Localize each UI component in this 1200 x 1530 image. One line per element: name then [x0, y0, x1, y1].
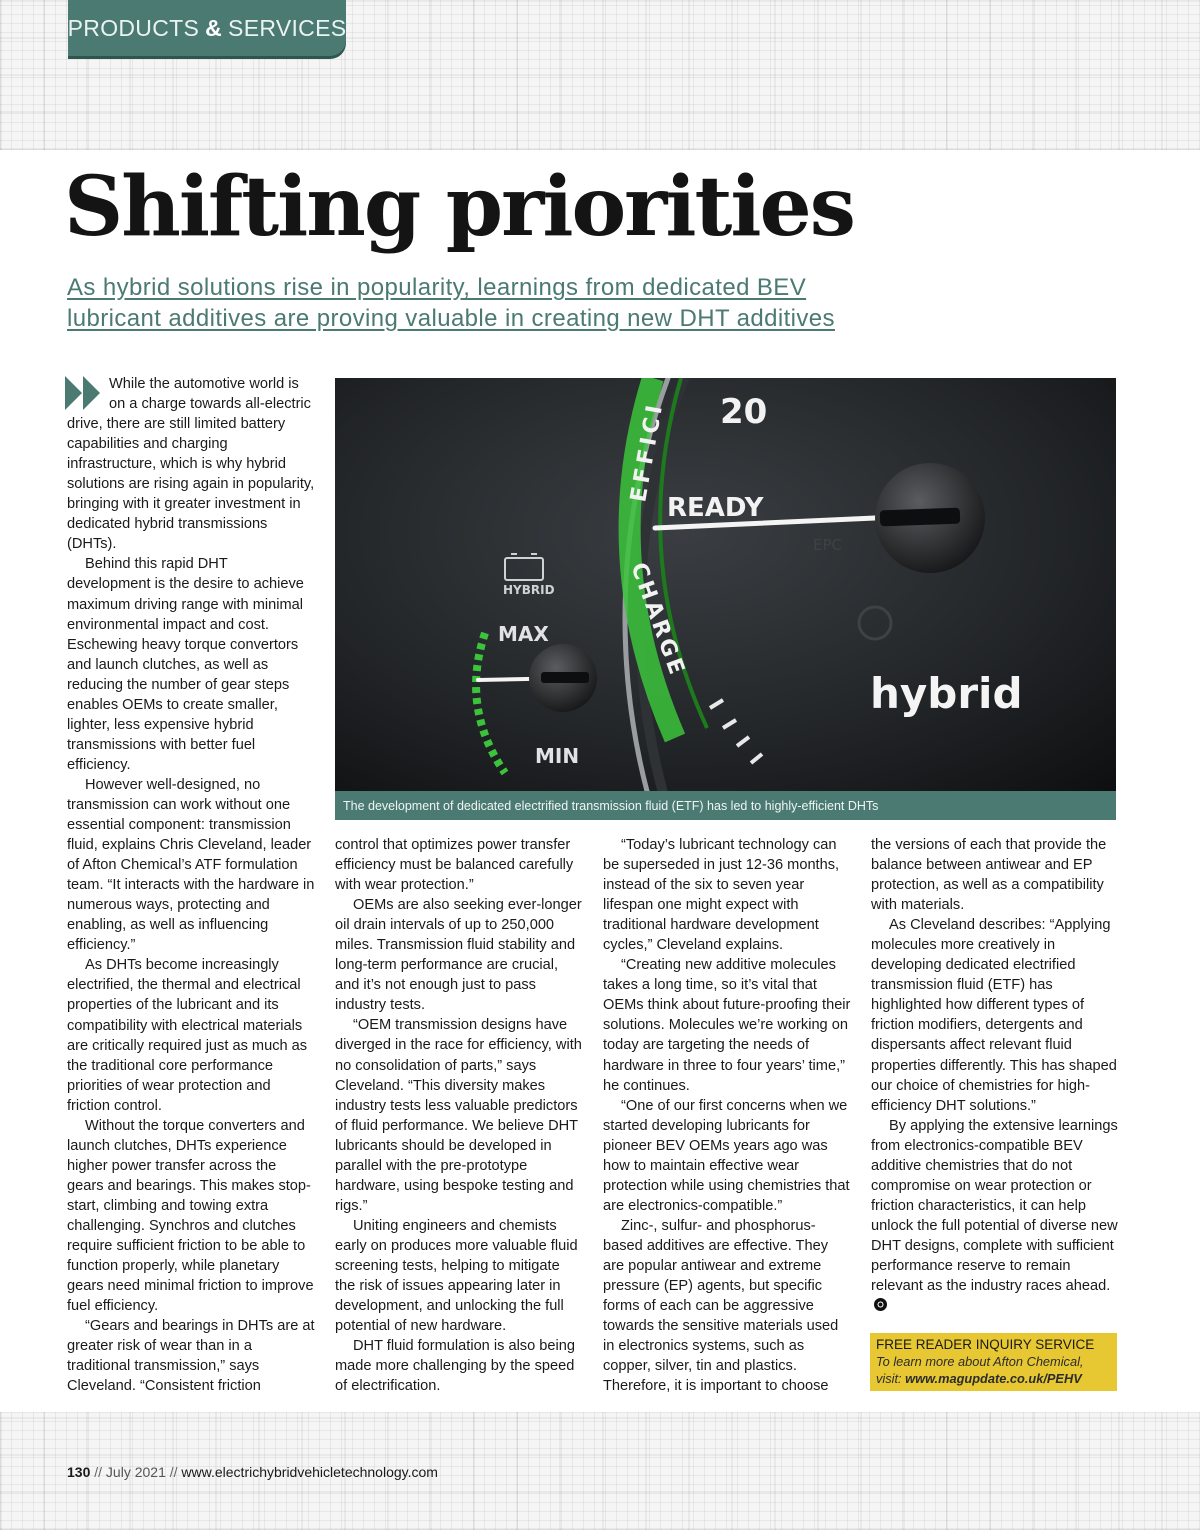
- efficiency-label: EFFICI: [626, 399, 669, 505]
- article-subtitle: As hybrid solutions rise in popularity, learnings from dedicated BEV lubricant additives are proving valuable in creating new DHT additives: [67, 274, 835, 332]
- paragraph: Uniting engineers and chemists early on produces more valuable fluid screening tests, helping to mitigate the risk of issues appearing later in development, and unlocking the full potential of new hardware.: [335, 1217, 578, 1335]
- article-column-3: [603, 835, 851, 1396]
- paragraph: However well-designed, no transmission can work without one essential component: transmission fluid, explains Chris Cleveland, leader of Afton Chemical’s ATF formulation team. “It interacts with the hardware in numerous ways, protecting and enabling, as well as influencing efficiency.”: [67, 776, 315, 954]
- inquiry-line-2: [876, 1370, 1111, 1387]
- double-chevron-right-icon: [65, 374, 105, 412]
- footer-separator: //: [169, 1464, 178, 1480]
- section-label-left: PRODUCTS: [67, 14, 200, 41]
- epc-label: EPC: [813, 536, 842, 554]
- paragraph: “One of our first concerns when we started developing lubricants for pioneer BEV OEMs years ago was how to maintain effective wear protection while using chemistries that are electronics-compatible.”: [603, 1097, 850, 1214]
- charge-label: CHARGE: [625, 559, 690, 681]
- inquiry-line-1: To learn more about Afton Chemical,: [876, 1354, 1084, 1369]
- inquiry-url-link[interactable]: www.magupdate.co.uk/PEHV: [905, 1371, 1082, 1386]
- article-title: Shifting priorities: [64, 159, 854, 255]
- issue-date: July 2021: [105, 1464, 166, 1480]
- article-column-1: [67, 374, 315, 1396]
- paragraph: “Gears and bearings in DHTs are at greater risk of wear than in a traditional transmission,” says Cleveland. “Consistent friction: [67, 1318, 315, 1395]
- min-label: MIN: [535, 744, 580, 768]
- article-column-2: [335, 835, 583, 1396]
- paragraph: Zinc-, sulfur- and phosphorus-based additives are effective. They are popular antiwear and extreme pressure (EP) agents, but specific forms of each can be aggressive towards the sensitive materials used in electronics systems, such as copper, silver, tin and plastics. Therefore, it is important to choose: [603, 1217, 839, 1395]
- hybrid-logo: hybrid: [870, 669, 1023, 718]
- section-tab: [68, 0, 346, 56]
- footer-separator: //: [94, 1464, 103, 1480]
- end-of-article-icon: [874, 1298, 887, 1311]
- paragraph: control that optimizes power transfer efficiency must be balanced carefully with wear protection.”: [335, 837, 574, 894]
- paragraph: While the automotive world is on a charge towards all-electric drive, there are still limited battery capabilities and charging infrastructure, which is why hybrid solutions are rising again in popularity, bringing with it greater investment in dedicated hybrid transmissions (DHTs).: [67, 376, 315, 553]
- paragraph: “OEM transmission designs have diverged in the race for efficiency, with no consolidation of parts,” says Cleveland. “This diversity makes industry tests less valuable predictors of fluid performance. We believe DHT lubricants should be developed in parallel with the pre-prototype hardware, using bespoke testing and rigs.”: [335, 1017, 582, 1214]
- paragraph: the versions of each that provide the balance between antiwear and EP protection, as well as a compatibility with materials.: [871, 837, 1107, 914]
- inquiry-heading: FREE READER INQUIRY SERVICE: [876, 1337, 1095, 1352]
- paragraph-text: By applying the extensive learnings from electronics-compatible BEV additive chemistries that do not compromise on wear protection or friction characteristics, it can help unlock the full potential of diverse new DHT designs, complete with sufficient performance reserve to remain relevant as the industry races ahead.: [871, 1117, 1118, 1295]
- paragraph: As Cleveland describes: “Applying molecules more creatively in developing dedicated electrified transmission fluid (ETF) has highlighted how different types of friction modifiers, detergents and dispersants affect relevant fluid properties differently. This has shaped our choice of chemistries for high-efficiency DHT solutions.”: [871, 917, 1117, 1114]
- website-link[interactable]: www.electrichybridvehicletechnology.com: [181, 1464, 438, 1480]
- inquiry-visit-prefix: visit:: [876, 1371, 906, 1386]
- paragraph: Behind this rapid DHT development is the desire to achieve maximum driving range with minimal environmental impact and cost. Eschewing heavy torque convertors and launch clutches, as well as reducing the number of gear steps enables OEMs to create smaller, lighter, less expensive hybrid transmissions with better fuel efficiency.: [67, 556, 304, 773]
- dashboard-photo: [335, 378, 1116, 820]
- ready-label: READY: [667, 493, 764, 523]
- page-number: 130: [67, 1464, 91, 1480]
- article-column-4: [871, 835, 1119, 1316]
- page-footer: [67, 1464, 438, 1480]
- paragraph: [871, 1116, 1119, 1316]
- gauge-illustration: [335, 378, 1116, 820]
- paragraph: As DHTs become increasingly electrified, the thermal and electrical properties of the lubricant and its compatibility with electrical materials are critically required just as much as the traditional core performance priorities of wear protection and friction control.: [67, 957, 308, 1114]
- paragraph: DHT fluid formulation is also being made more challenging by the speed of electrification.: [335, 1338, 575, 1395]
- section-label-right: SERVICES: [228, 14, 347, 41]
- paragraph: “Today’s lubricant technology can be superseded in just 12-36 months, instead of the six to seven year lifespan one might expect with traditional hardware development cycles,” Cleveland explains.: [603, 837, 840, 954]
- paragraph: OEMs are also seeking ever-longer oil drain intervals of up to 250,000 miles. Transmission fluid stability and long-term performance are crucial, and it’s not enough just to pass industry tests.: [335, 897, 582, 1014]
- hybrid-small-label: HYBRID: [503, 583, 555, 597]
- reader-inquiry-box: [870, 1333, 1117, 1391]
- gauge-number-label: 20: [720, 392, 768, 432]
- photo-caption: The development of dedicated electrified transmission fluid (ETF) has led to highly-efficient DHTs: [335, 791, 1116, 820]
- paragraph: “Creating new additive molecules takes a long time, so it’s vital that OEMs think about future-proofing their solutions. Molecules we’re working on today are targeting the needs of hardware in three to four years’ time,” he continues.: [603, 957, 851, 1094]
- paragraph: Without the torque converters and launch clutches, DHTs experience higher power transfer across the gears and bearings. This makes stop-start, climbing and towing extra challenging. Synchros and clutches require sufficient friction to be able to function properly, while planetary gears need minimal friction to improve fuel efficiency.: [67, 1117, 314, 1315]
- max-label: MAX: [498, 622, 549, 646]
- section-label-amp: &: [205, 14, 223, 41]
